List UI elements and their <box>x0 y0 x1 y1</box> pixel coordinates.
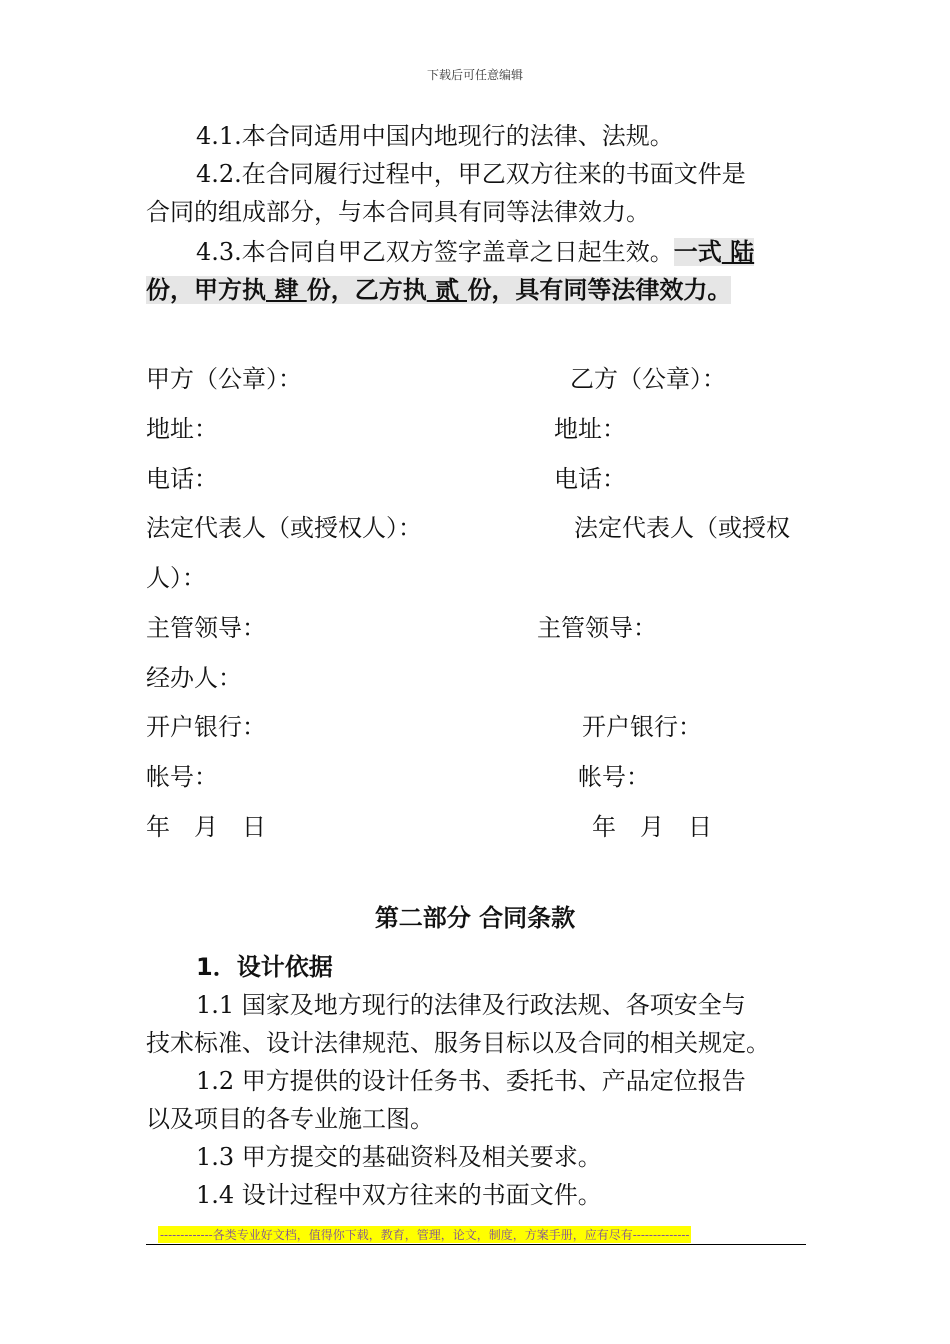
party-b-representative-label-cont: 人）： <box>146 564 206 592</box>
clause-1-1-line2: 技术标准、设计法律规范、服务目标以及合同的相关规定。 <box>146 1029 770 1057</box>
party-b-date-label: 年 月 日 <box>592 813 712 841</box>
clause-4-3-line1 <box>196 236 754 268</box>
clause-1-4: 1.4 设计过程中双方往来的书面文件。 <box>196 1181 602 1209</box>
party-a-leader-label: 主管领导： <box>146 614 266 642</box>
party-b-account-label: 帐号： <box>578 763 650 791</box>
party-a-address-label: 地址： <box>146 415 218 443</box>
part-two-title: 第二部分 合同条款 <box>374 904 576 932</box>
clause-4-3-line2 <box>146 274 731 306</box>
party-a-date-label: 年 月 日 <box>146 813 266 841</box>
page-header: 下载后可任意编辑 <box>426 68 523 82</box>
page-footer-banner: -------------各类专业好文档，值得你下载，教育，管理，论文，制度，方案手册，应有尽有-------------- <box>160 1228 690 1242</box>
clause-4-3-bold-part1: 一式 <box>673 238 722 266</box>
party-a-account-label: 帐号： <box>146 763 218 791</box>
party-b-address-label: 地址： <box>554 415 626 443</box>
clause-1-2-line1: 1.2 甲方提供的设计任务书、委托书、产品定位报告 <box>196 1067 746 1095</box>
copies-total: 陆 <box>721 238 755 266</box>
clause-1-3: 1.3 甲方提交的基础资料及相关要求。 <box>196 1143 602 1171</box>
clause-4-3-text: 4.3.本合同自甲乙双方签字盖章之日起生效。 <box>196 238 674 266</box>
clause-4-3-bold-part3: 份，乙方执 <box>306 276 427 304</box>
clause-4-3-bold-part4: 份，具有同等法律效力。 <box>467 276 732 304</box>
clause-4-1: 4.1.本合同适用中国内地现行的法律、法规。 <box>196 122 674 150</box>
copies-party-a: 肆 <box>266 276 307 304</box>
clause-1-1-line1: 1.1 国家及地方现行的法律及行政法规、各项安全与 <box>196 991 746 1019</box>
party-b-phone-label: 电话： <box>554 465 626 493</box>
clause-1-2-line2: 以及项目的各专业施工图。 <box>146 1105 434 1133</box>
clause-4-2-line1: 4.2.在合同履行过程中，甲乙双方往来的书面文件是 <box>196 160 746 188</box>
party-a-handler-label: 经办人： <box>146 664 242 692</box>
party-a-representative-label: 法定代表人（或授权人）： <box>146 514 422 542</box>
footer-divider <box>146 1244 806 1245</box>
clause-4-2-line2: 合同的组成部分，与本合同具有同等法律效力。 <box>146 198 650 226</box>
party-a-phone-label: 电话： <box>146 465 218 493</box>
clause-4-3-bold-part2: 份，甲方执 <box>146 276 266 304</box>
party-b-representative-label: 法定代表人（或授权 <box>574 514 790 542</box>
party-b-seal-label: 乙方（公章）： <box>570 365 726 393</box>
party-b-bank-label: 开户银行： <box>582 713 702 741</box>
party-a-seal-label: 甲方（公章）： <box>146 365 302 393</box>
section-1-title: 1．设计依据 <box>196 953 333 981</box>
copies-party-b: 贰 <box>426 276 468 304</box>
party-a-bank-label: 开户银行： <box>146 713 266 741</box>
party-b-leader-label: 主管领导： <box>537 614 657 642</box>
